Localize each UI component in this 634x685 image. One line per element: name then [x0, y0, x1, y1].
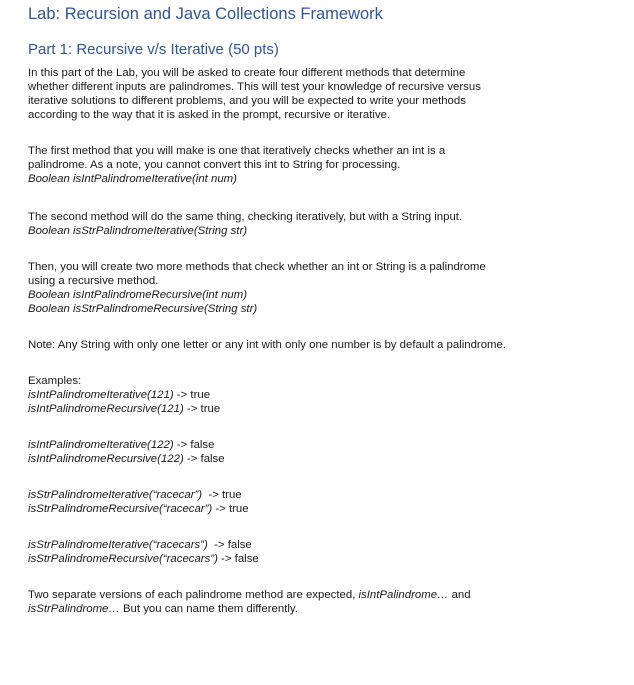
second-method-line: The second method will do the same thing, checking iteratively, but with a String input.: [28, 211, 463, 223]
document-title: Lab: Recursion and Java Collections Framework: [28, 5, 383, 23]
example-call: isStrPalindromeIterative(“racecar”): [28, 489, 203, 501]
closing-text: Two separate versions of each palindrome method are expected,: [28, 589, 359, 601]
example-result: -> true: [173, 389, 211, 401]
note-line: Note: Any String with only one letter or any int with only one number is by default a palindrome.: [28, 339, 507, 351]
closing-line: [28, 588, 471, 602]
example-result: -> false: [173, 439, 215, 451]
example-call: isIntPalindromeRecursive(122): [28, 453, 184, 465]
first-method-line: palindrome. As a note, you cannot convert this int to String for processing.: [28, 159, 401, 171]
intro-line: In this part of the Lab, you will be asked to create four different methods that determine: [28, 67, 466, 79]
intro-line: whether different inputs are palindromes. This will test your knowledge of recursive versus: [28, 81, 481, 93]
example-line: [28, 488, 242, 502]
examples-label: Examples:: [28, 375, 82, 387]
recursive-signature: Boolean isStrPalindromeRecursive(String str): [28, 303, 258, 315]
example-line: [28, 402, 220, 416]
recursive-methods-line: using a recursive method.: [28, 275, 159, 287]
example-line: [28, 502, 249, 516]
example-call: isIntPalindromeRecursive(121): [28, 403, 184, 415]
recursive-methods-line: Then, you will create two more methods that check whether an int or String is a palindrome: [28, 261, 486, 273]
example-result: -> false: [217, 553, 259, 565]
second-method-signature: Boolean isStrPalindromeIterative(String str): [28, 225, 248, 237]
example-line: [28, 552, 259, 566]
example-result: -> true: [202, 489, 242, 501]
closing-method-name: isIntPalindrome…: [358, 589, 449, 601]
closing-text: But you can name them differently.: [119, 603, 298, 615]
example-result: -> true: [183, 403, 221, 415]
part1-heading: Part 1: Recursive v/s Iterative (50 pts): [28, 41, 279, 58]
recursive-signature: Boolean isIntPalindromeRecursive(int num): [28, 289, 248, 301]
example-result: -> false: [207, 539, 252, 551]
example-line: [28, 438, 214, 452]
example-result: -> false: [183, 453, 225, 465]
example-call: isStrPalindromeRecursive(“racecar”): [28, 503, 213, 515]
example-result: -> true: [212, 503, 249, 515]
example-call: isIntPalindromeIterative(122): [28, 439, 174, 451]
example-line: [28, 388, 210, 402]
first-method-signature: Boolean isIntPalindromeIterative(int num): [28, 173, 237, 185]
closing-method-name: isStrPalindrome…: [28, 603, 120, 615]
example-call: isStrPalindromeRecursive(“racecars”): [28, 553, 218, 565]
intro-line: according to the way that it is asked in the prompt, recursive or iterative.: [28, 109, 391, 121]
example-line: [28, 452, 225, 466]
closing-line: [28, 602, 298, 616]
first-method-line: The first method that you will make is one that iteratively checks whether an int is a: [28, 145, 446, 157]
example-line: [28, 538, 252, 552]
intro-line: iterative solutions to different problems, and you will be expected to write your methods: [28, 95, 466, 107]
example-call: isStrPalindromeIterative(“racecars”): [28, 539, 208, 551]
closing-text: and: [448, 589, 471, 601]
example-call: isIntPalindromeIterative(121): [28, 389, 174, 401]
